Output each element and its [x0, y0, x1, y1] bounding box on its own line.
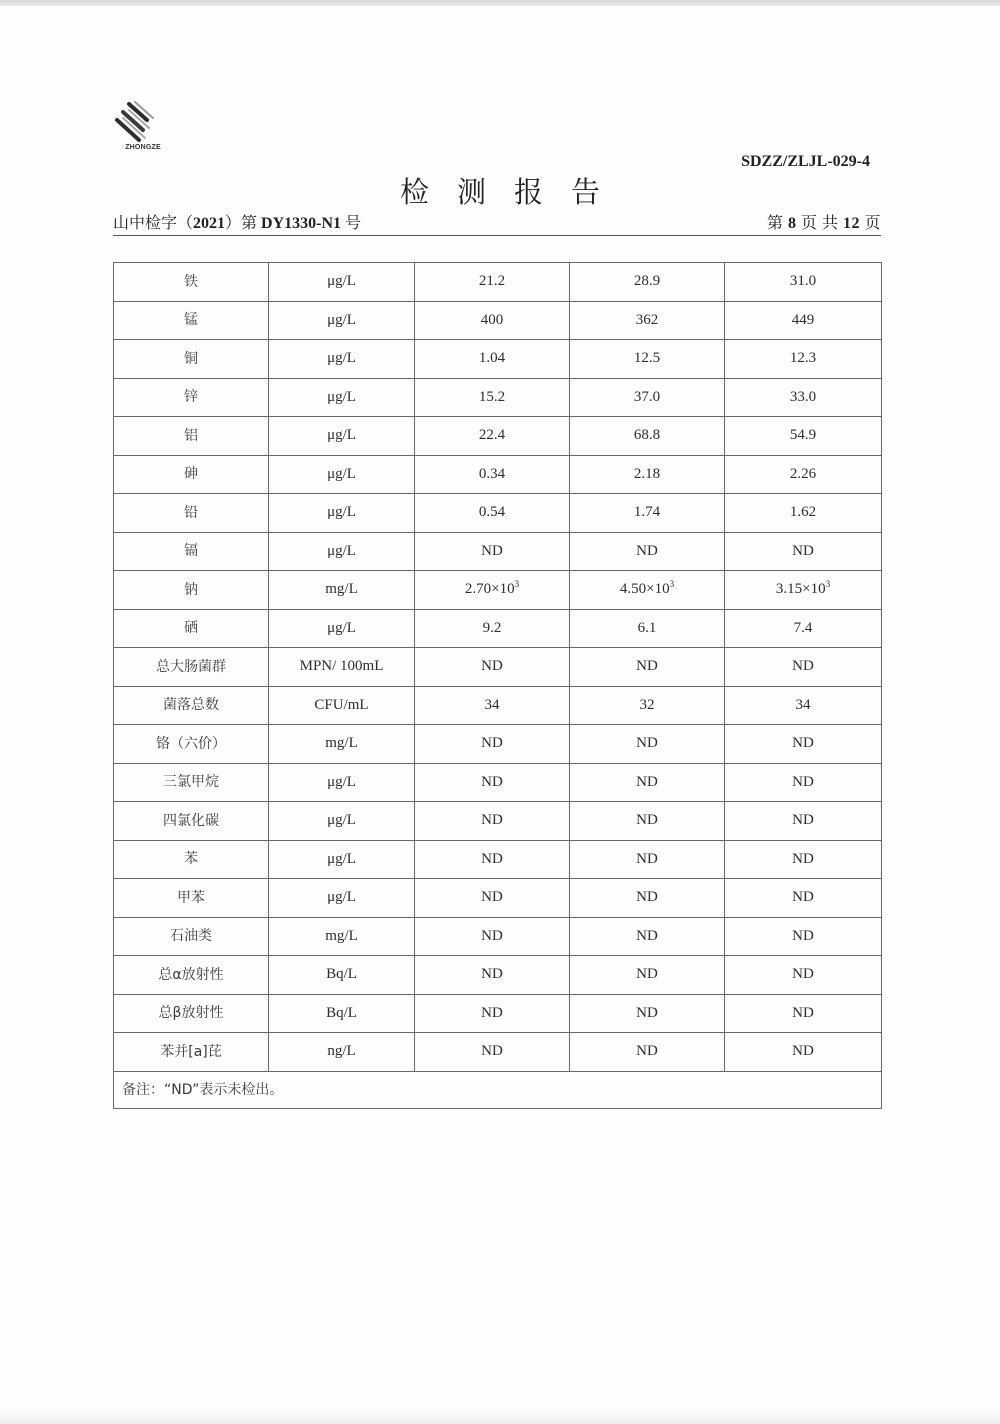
unit: μg/L — [269, 263, 415, 302]
company-logo — [113, 98, 173, 156]
table-row — [114, 1033, 882, 1072]
value-3: 2.26 — [725, 455, 882, 494]
zhongze-logo-icon — [113, 98, 173, 144]
value-1: ND — [415, 802, 570, 841]
value-1: ND — [415, 763, 570, 802]
table-row — [114, 840, 882, 879]
unit: μg/L — [269, 532, 415, 571]
value-3: ND — [725, 648, 882, 687]
value-2: 362 — [570, 301, 725, 340]
value-1: 400 — [415, 301, 570, 340]
value-1: 9.2 — [415, 609, 570, 648]
total-pages: 12 — [842, 215, 860, 232]
value-1: 22.4 — [415, 417, 570, 456]
value-3: 7.4 — [725, 609, 882, 648]
value-3: 31.0 — [725, 263, 882, 302]
value-2: ND — [570, 1033, 725, 1072]
item-name: 砷 — [114, 455, 269, 494]
unit: Bq/L — [269, 956, 415, 995]
table-note: 备注：“ND”表示未检出。 — [114, 1071, 882, 1108]
value-3: ND — [725, 994, 882, 1033]
value-1: ND — [415, 1033, 570, 1072]
item-name: 锌 — [114, 378, 269, 417]
item-name: 菌落总数 — [114, 686, 269, 725]
table-row — [114, 802, 882, 841]
table-row — [114, 378, 882, 417]
page-indicator: 第 8 页 共 12 页 — [766, 215, 881, 232]
unit: μg/L — [269, 301, 415, 340]
value-1: 21.2 — [415, 263, 570, 302]
item-name: 铁 — [114, 263, 269, 302]
value-1: ND — [415, 532, 570, 571]
value-2: ND — [570, 725, 725, 764]
value-1: ND — [415, 917, 570, 956]
item-name: 总大肠菌群 — [114, 648, 269, 687]
table-row — [114, 648, 882, 687]
value-1: ND — [415, 725, 570, 764]
item-name: 镉 — [114, 532, 269, 571]
value-3: 12.3 — [725, 340, 882, 379]
value-3: ND — [725, 956, 882, 995]
value-3: ND — [725, 802, 882, 841]
value-2: 37.0 — [570, 378, 725, 417]
item-name: 总α放射性 — [114, 956, 269, 995]
note-row — [114, 1071, 882, 1108]
value-2: 32 — [570, 686, 725, 725]
unit: mg/L — [269, 725, 415, 764]
unit: mg/L — [269, 917, 415, 956]
table-row — [114, 917, 882, 956]
value-3: 34 — [725, 686, 882, 725]
unit: μg/L — [269, 417, 415, 456]
table-row — [114, 340, 882, 379]
table-row — [114, 686, 882, 725]
item-name: 苯 — [114, 840, 269, 879]
value-2: ND — [570, 956, 725, 995]
page-title: 检测报告 — [399, 175, 628, 209]
value-2: ND — [570, 879, 725, 918]
item-name: 钠 — [114, 571, 269, 610]
item-name: 四氯化碳 — [114, 802, 269, 841]
table-row — [114, 455, 882, 494]
table-row — [114, 301, 882, 340]
value-1: ND — [415, 648, 570, 687]
value-1: $2.70\times 10^3$ — [415, 571, 570, 610]
table-row — [114, 417, 882, 456]
current-page: 8 — [787, 215, 797, 232]
item-name: 苯并[a]芘 — [114, 1033, 269, 1072]
logo-text: ZHONGZE — [125, 144, 161, 151]
value-3: ND — [725, 763, 882, 802]
item-name: 铜 — [114, 340, 269, 379]
unit: μg/L — [269, 802, 415, 841]
value-1: ND — [415, 879, 570, 918]
table-row — [114, 956, 882, 995]
unit: mg/L — [269, 571, 415, 610]
document-code: SDZZ/ZLJL-029-4 — [741, 153, 870, 170]
item-name: 铬（六价） — [114, 725, 269, 764]
unit: μg/L — [269, 763, 415, 802]
value-1: ND — [415, 956, 570, 995]
unit: μg/L — [269, 494, 415, 533]
value-3: 54.9 — [725, 417, 882, 456]
value-3: $3.15\times 10^3$ — [725, 571, 882, 610]
table-row — [114, 994, 882, 1033]
value-1: 0.54 — [415, 494, 570, 533]
value-3: ND — [725, 879, 882, 918]
value-3: ND — [725, 917, 882, 956]
value-1: ND — [415, 840, 570, 879]
item-name: 总β放射性 — [114, 994, 269, 1033]
item-name: 甲苯 — [114, 879, 269, 918]
value-2: ND — [570, 763, 725, 802]
value-1: 1.04 — [415, 340, 570, 379]
item-name: 硒 — [114, 609, 269, 648]
value-2: ND — [570, 532, 725, 571]
table-row — [114, 725, 882, 764]
unit: μg/L — [269, 378, 415, 417]
value-2: ND — [570, 648, 725, 687]
item-name: 三氯甲烷 — [114, 763, 269, 802]
item-name: 铝 — [114, 417, 269, 456]
unit: μg/L — [269, 879, 415, 918]
unit: MPN/ 100mL — [269, 648, 415, 687]
value-1: 34 — [415, 686, 570, 725]
unit: Bq/L — [269, 994, 415, 1033]
value-3: ND — [725, 840, 882, 879]
report-header-line — [113, 212, 881, 236]
table-row — [114, 571, 882, 610]
value-2: ND — [570, 917, 725, 956]
page-bottom-edge — [0, 1410, 1000, 1424]
table-row — [114, 532, 882, 571]
value-1: ND — [415, 994, 570, 1033]
value-2: 68.8 — [570, 417, 725, 456]
value-1: 15.2 — [415, 378, 570, 417]
value-2: 6.1 — [570, 609, 725, 648]
page-top-edge — [0, 0, 1000, 6]
table-row — [114, 263, 882, 302]
item-name: 锰 — [114, 301, 269, 340]
value-3: ND — [725, 1033, 882, 1072]
value-2: 2.18 — [570, 455, 725, 494]
item-name: 石油类 — [114, 917, 269, 956]
value-3: 449 — [725, 301, 882, 340]
value-3: ND — [725, 725, 882, 764]
item-name: 铅 — [114, 494, 269, 533]
value-2: 12.5 — [570, 340, 725, 379]
table-row — [114, 494, 882, 533]
value-3: 33.0 — [725, 378, 882, 417]
unit: μg/L — [269, 340, 415, 379]
value-2: 1.74 — [570, 494, 725, 533]
table-row — [114, 609, 882, 648]
value-2: ND — [570, 994, 725, 1033]
table-row — [114, 763, 882, 802]
value-2: ND — [570, 802, 725, 841]
table-row — [114, 879, 882, 918]
value-2: ND — [570, 840, 725, 879]
results-table — [113, 262, 882, 1109]
unit: μg/L — [269, 609, 415, 648]
value-3: ND — [725, 532, 882, 571]
unit: CFU/mL — [269, 686, 415, 725]
value-1: 0.34 — [415, 455, 570, 494]
unit: μg/L — [269, 455, 415, 494]
unit: ng/L — [269, 1033, 415, 1072]
report-number: 山中检字（2021）第 DY1330-N1 号 — [113, 215, 362, 232]
value-3: 1.62 — [725, 494, 882, 533]
value-2: 28.9 — [570, 263, 725, 302]
value-2: $4.50\times 10^3$ — [570, 571, 725, 610]
unit: μg/L — [269, 840, 415, 879]
